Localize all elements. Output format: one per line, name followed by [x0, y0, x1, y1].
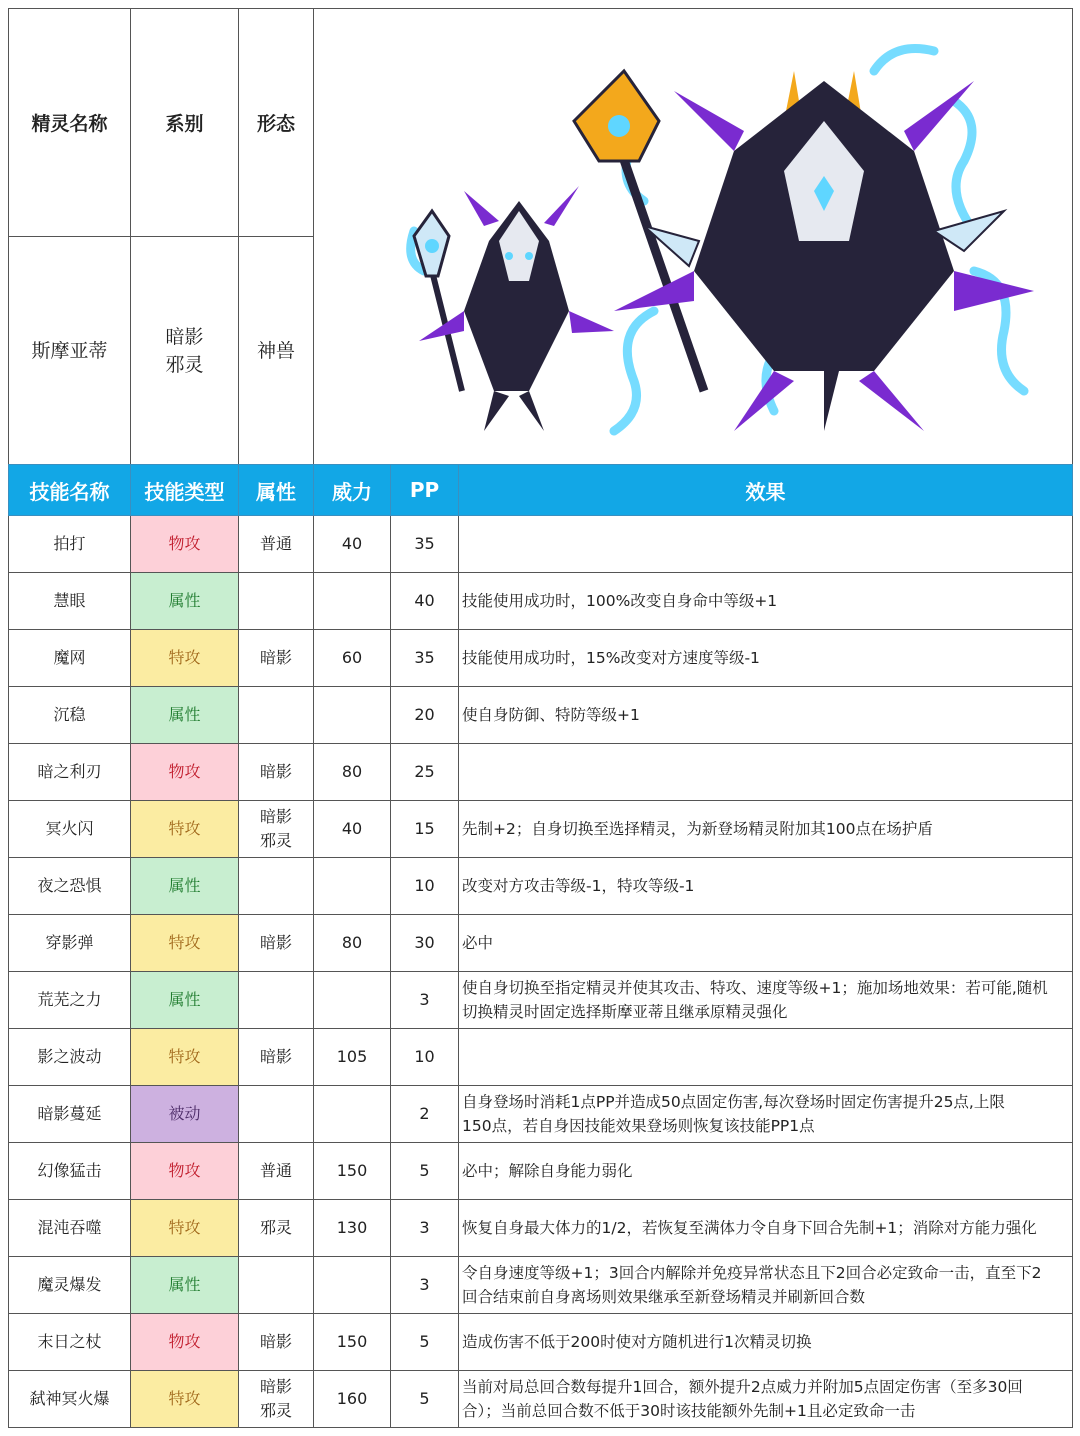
skill-power-cell: 40 — [314, 516, 391, 573]
skill-pp-cell: 3 — [391, 1200, 459, 1257]
table-row — [9, 1371, 1073, 1428]
skill-power-cell — [314, 1086, 391, 1143]
table-row — [9, 573, 1073, 630]
skill-attr-cell — [239, 1143, 314, 1200]
skill-attr-line1: 暗影 — [259, 1332, 292, 1351]
element-line1: 暗影 — [165, 325, 204, 348]
spirit-artwork-svg — [314, 11, 1071, 463]
header-element: 系别 — [131, 9, 239, 237]
skill-effect-line1: 自身登场时消耗1点PP并造成50点固定伤害,每次登场时固定伤害提升25点,上限 — [462, 1093, 1005, 1111]
skill-power-cell — [314, 858, 391, 915]
skill-power-cell: 105 — [314, 1029, 391, 1086]
table-row — [9, 630, 1073, 687]
header-spirit-name: 精灵名称 — [9, 9, 131, 237]
skill-name-cell: 夜之恐惧 — [9, 858, 131, 915]
skill-effect-line1: 必中；解除自身能力弱化 — [462, 1162, 633, 1180]
skill-type-cell: 属性 — [131, 1257, 239, 1314]
header-skill-power: 威力 — [314, 465, 391, 516]
skill-name-cell: 幻像猛击 — [9, 1143, 131, 1200]
skill-attr-line1: 普通 — [259, 534, 292, 553]
skill-effect-line2: 切换精灵时固定选择斯摩亚蒂且继承原精灵强化 — [462, 1003, 788, 1021]
skill-type-cell: 特攻 — [131, 1200, 239, 1257]
skill-pp-cell: 25 — [391, 744, 459, 801]
skill-type-cell: 属性 — [131, 687, 239, 744]
table-row — [9, 1143, 1073, 1200]
evolved-spirit-illustration — [574, 71, 1034, 431]
skill-name-cell: 弑神冥火爆 — [9, 1371, 131, 1428]
header-skill-type: 技能类型 — [131, 465, 239, 516]
header-skill-name: 技能名称 — [9, 465, 131, 516]
skill-power-cell: 150 — [314, 1143, 391, 1200]
skill-attr-cell — [239, 801, 314, 858]
skill-name-cell: 慧眼 — [9, 573, 131, 630]
skill-effect-cell — [459, 1143, 1073, 1200]
skill-name-cell: 沉稳 — [9, 687, 131, 744]
skill-power-cell: 130 — [314, 1200, 391, 1257]
skill-effect-line2: 150点，若自身因技能效果登场则恢复该技能PP1点 — [462, 1117, 815, 1135]
skill-type-cell: 物攻 — [131, 1314, 239, 1371]
skill-power-cell: 40 — [314, 801, 391, 858]
skill-power-cell — [314, 972, 391, 1029]
skill-attr-cell — [239, 744, 314, 801]
skill-type-cell: 物攻 — [131, 744, 239, 801]
header-skill-pp: PP — [391, 465, 459, 516]
skill-type-cell: 属性 — [131, 858, 239, 915]
skill-effect-cell — [459, 1314, 1073, 1371]
skill-attr-cell — [239, 1200, 314, 1257]
skill-type-cell: 特攻 — [131, 915, 239, 972]
spirit-sheet — [8, 8, 1072, 1428]
skill-pp-cell: 40 — [391, 573, 459, 630]
chibi-spirit-illustration — [414, 186, 614, 431]
form-value: 神兽 — [239, 237, 314, 465]
skill-name-cell: 荒芜之力 — [9, 972, 131, 1029]
skills-body — [9, 516, 1073, 1428]
skill-attr-cell — [239, 630, 314, 687]
skill-pp-cell: 5 — [391, 1314, 459, 1371]
skill-power-cell — [314, 1257, 391, 1314]
table-row — [9, 1029, 1073, 1086]
header-form: 形态 — [239, 9, 314, 237]
skill-attr-cell — [239, 687, 314, 744]
skill-pp-cell: 20 — [391, 687, 459, 744]
skill-attr-cell — [239, 1314, 314, 1371]
skill-effect-cell — [459, 516, 1073, 573]
element-value — [131, 237, 239, 465]
skill-name-cell: 拍打 — [9, 516, 131, 573]
skill-attr-cell — [239, 1086, 314, 1143]
skill-type-cell: 物攻 — [131, 1143, 239, 1200]
header-skill-effect: 效果 — [459, 465, 1073, 516]
skill-pp-cell: 10 — [391, 1029, 459, 1086]
skill-attr-cell — [239, 516, 314, 573]
element-line2: 邪灵 — [165, 353, 204, 376]
skill-name-cell: 魔灵爆发 — [9, 1257, 131, 1314]
skill-effect-line1: 技能使用成功时，15%改变对方速度等级-1 — [462, 649, 760, 667]
skill-effect-line1: 恢复自身最大体力的1/2，若恢复至满体力令自身下回合先制+1；消除对方能力强化 — [462, 1219, 1037, 1237]
skill-type-cell: 属性 — [131, 972, 239, 1029]
skill-name-cell: 末日之杖 — [9, 1314, 131, 1371]
skill-effect-line1: 令自身速度等级+1；3回合内解除并免疫异常状态且下2回合必定致命一击，直至下2 — [462, 1264, 1042, 1282]
skill-pp-cell: 5 — [391, 1143, 459, 1200]
skill-attr-line2: 邪灵 — [259, 1401, 292, 1420]
skill-power-cell: 60 — [314, 630, 391, 687]
skill-type-cell: 特攻 — [131, 1371, 239, 1428]
spirit-name-value: 斯摩亚蒂 — [9, 237, 131, 465]
skill-power-cell: 80 — [314, 915, 391, 972]
skill-effect-line2: 合）；当前总回合数不低于30时该技能额外先制+1且必定致命一击 — [462, 1402, 916, 1420]
table-row — [9, 858, 1073, 915]
skill-effect-cell — [459, 801, 1073, 858]
table-row — [9, 801, 1073, 858]
skill-effect-line1: 使自身防御、特防等级+1 — [462, 706, 640, 724]
skill-attr-cell — [239, 1257, 314, 1314]
spirit-artwork — [314, 9, 1073, 465]
skill-type-cell: 被动 — [131, 1086, 239, 1143]
header-skill-attr: 属性 — [239, 465, 314, 516]
skill-attr-cell — [239, 972, 314, 1029]
table-row — [9, 1314, 1073, 1371]
skill-effect-line2: 回合结束前自身离场则效果继承至新登场精灵并刷新回合数 — [462, 1288, 866, 1306]
skill-power-cell — [314, 687, 391, 744]
skill-name-cell: 穿影弹 — [9, 915, 131, 972]
skill-attr-cell — [239, 1371, 314, 1428]
skill-power-cell: 160 — [314, 1371, 391, 1428]
table-row — [9, 915, 1073, 972]
skill-power-cell: 150 — [314, 1314, 391, 1371]
skill-name-cell: 影之波动 — [9, 1029, 131, 1086]
table-row — [9, 972, 1073, 1029]
skill-effect-cell — [459, 972, 1073, 1029]
skills-table — [8, 464, 1073, 1428]
skill-effect-cell — [459, 915, 1073, 972]
skill-effect-line1: 使自身切换至指定精灵并使其攻击、特攻、速度等级+1；施加场地效果：若可能,随机 — [462, 979, 1048, 997]
skill-name-cell: 暗之利刃 — [9, 744, 131, 801]
skill-effect-cell — [459, 1029, 1073, 1086]
skill-type-cell: 物攻 — [131, 516, 239, 573]
skill-effect-line1: 先制+2；自身切换至选择精灵，为新登场精灵附加其100点在场护盾 — [462, 820, 933, 838]
table-row — [9, 1086, 1073, 1143]
skill-type-cell: 特攻 — [131, 630, 239, 687]
skill-attr-line1: 暗影 — [259, 933, 292, 952]
skill-effect-cell — [459, 1086, 1073, 1143]
skill-attr-cell — [239, 858, 314, 915]
skill-pp-cell: 2 — [391, 1086, 459, 1143]
table-row — [9, 516, 1073, 573]
skill-effect-cell — [459, 858, 1073, 915]
skill-effect-cell — [459, 1371, 1073, 1428]
skill-attr-cell — [239, 1029, 314, 1086]
skill-attr-cell — [239, 915, 314, 972]
skill-name-cell: 暗影蔓延 — [9, 1086, 131, 1143]
table-row — [9, 1257, 1073, 1314]
table-row — [9, 1200, 1073, 1257]
skills-header-row — [9, 465, 1073, 516]
skill-type-cell: 属性 — [131, 573, 239, 630]
skill-type-cell: 特攻 — [131, 801, 239, 858]
skill-pp-cell: 3 — [391, 1257, 459, 1314]
skill-pp-cell: 15 — [391, 801, 459, 858]
skill-attr-line1: 邪灵 — [259, 1218, 292, 1237]
skill-type-cell: 特攻 — [131, 1029, 239, 1086]
skill-effect-cell — [459, 1200, 1073, 1257]
skill-effect-line1: 必中 — [462, 934, 494, 952]
skill-name-cell: 冥火闪 — [9, 801, 131, 858]
skill-pp-cell: 5 — [391, 1371, 459, 1428]
skill-effect-cell — [459, 687, 1073, 744]
skill-attr-line2: 邪灵 — [259, 831, 292, 850]
skill-effect-line1: 当前对局总回合数每提升1回合，额外提升2点威力并附加5点固定伤害（至多30回 — [462, 1378, 1023, 1396]
skill-attr-cell — [239, 573, 314, 630]
skill-attr-line1: 暗影 — [259, 648, 292, 667]
skill-power-cell: 80 — [314, 744, 391, 801]
skill-pp-cell: 3 — [391, 972, 459, 1029]
skill-effect-line1: 技能使用成功时，100%改变自身命中等级+1 — [462, 592, 778, 610]
skill-effect-cell — [459, 1257, 1073, 1314]
table-row — [9, 687, 1073, 744]
skill-pp-cell: 30 — [391, 915, 459, 972]
skill-attr-line1: 普通 — [259, 1161, 292, 1180]
skill-pp-cell: 10 — [391, 858, 459, 915]
skill-pp-cell: 35 — [391, 516, 459, 573]
skill-effect-cell — [459, 630, 1073, 687]
spirit-info-table — [8, 8, 1073, 465]
skill-power-cell — [314, 573, 391, 630]
table-row — [9, 744, 1073, 801]
skill-effect-line1: 造成伤害不低于200时使对方随机进行1次精灵切换 — [462, 1333, 812, 1351]
skill-attr-line1: 暗影 — [259, 807, 292, 826]
skill-effect-cell — [459, 744, 1073, 801]
skill-pp-cell: 35 — [391, 630, 459, 687]
skill-attr-line1: 暗影 — [259, 1047, 292, 1066]
skill-name-cell: 混沌吞噬 — [9, 1200, 131, 1257]
skill-effect-line1: 改变对方攻击等级-1，特攻等级-1 — [462, 877, 695, 895]
skill-attr-line1: 暗影 — [259, 762, 292, 781]
skill-attr-line1: 暗影 — [259, 1377, 292, 1396]
skill-name-cell: 魔网 — [9, 630, 131, 687]
skill-effect-cell — [459, 573, 1073, 630]
